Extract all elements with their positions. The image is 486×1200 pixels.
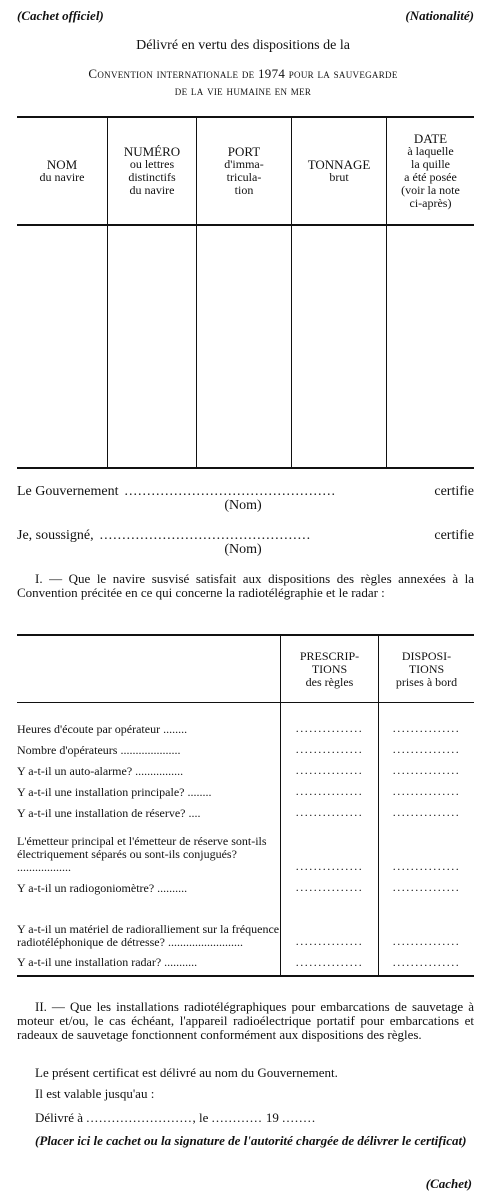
table-row — [17, 715, 474, 736]
convention-line-1: Convention internationale de 1974 pour la sauvegarde — [88, 66, 398, 81]
col-date-header: DATE à laquelle la quille a été posée (voir la note ci-après) — [387, 117, 475, 225]
prescriptions-header: PRESCRIP- TIONS des règles — [281, 635, 379, 703]
cachet-officiel-label: (Cachet officiel) — [17, 8, 104, 23]
section-2-text: II. — Que les installations radiotélégraphiques pour embarcations de sauvetage à moteur et/ou, le cas échéant, l'appareil radioélectrique portatif pour embarcations et radeaux de sauvetage fonctionnent conformément aux dispositions des règles. — [17, 999, 474, 1042]
row-label: L'émetteur principal et l'émetteur de réserve sont-ils électriquement séparés ou sont-ils conjugués? .................. — [17, 820, 281, 874]
soussigne-label: Je, soussigné, — [17, 528, 94, 543]
nationalite-label: (Nationalité) — [405, 8, 474, 23]
valable-text: Il est valable jusqu'au : — [35, 1086, 155, 1101]
radio-header-blank — [17, 635, 281, 703]
table-row — [17, 874, 474, 895]
disposition-value[interactable]: ............... — [392, 742, 461, 756]
delivre-a-line — [35, 1111, 316, 1125]
gouvernement-nom: (Nom) — [224, 498, 262, 513]
col-port-header: PORT d'imma- tricula- tion — [197, 117, 292, 225]
delivre-year-prefix: 19 — [265, 1110, 279, 1125]
present-certificat-text: Le présent certificat est délivré au nom du Gouvernement. — [35, 1065, 338, 1080]
radio-table — [17, 634, 474, 977]
cachet-label: (Cachet) — [425, 1176, 472, 1191]
disposition-value[interactable]: ............... — [392, 763, 461, 777]
delivre-heading: Délivré en vertu des dispositions de la — [136, 38, 350, 53]
row-label: Y a-t-il une installation de réserve? .... — [17, 799, 281, 820]
delivre-a-label: Délivré à — [35, 1110, 84, 1125]
prescription-value[interactable]: ............... — [281, 895, 379, 949]
delivre-year[interactable]: ........ — [282, 1110, 317, 1125]
prescription-value[interactable]: ............... — [281, 715, 379, 736]
table-row — [17, 778, 474, 799]
gouvernement-dots[interactable]: ............................................... — [124, 484, 336, 499]
row-label: Y a-t-il une installation principale? ........ — [17, 778, 281, 799]
gouvernement-certifie: certifie — [434, 484, 474, 499]
convention-line-2: de la vie humaine en mer — [174, 83, 312, 98]
row-label: Y a-t-il un radiogoniomètre? .......... — [17, 874, 281, 895]
col-numero-header: NUMÉRO ou lettres distinctifs du navire — [108, 117, 197, 225]
prescription-value[interactable]: ............... — [281, 757, 379, 778]
soussigne-nom: (Nom) — [224, 542, 262, 557]
table-row — [17, 949, 474, 976]
delivre-le-label: , le — [192, 1110, 209, 1125]
disposition-value[interactable]: ............... — [392, 805, 461, 819]
table-row — [17, 895, 474, 949]
delivre-date[interactable]: ............ — [211, 1110, 263, 1125]
prescription-value[interactable]: ............... — [281, 778, 379, 799]
placer-cachet-note: (Placer ici le cachet ou la signature de l'autorité chargée de délivrer le certificat) — [35, 1133, 467, 1148]
col-nom-header: NOM du navire — [17, 117, 108, 225]
row-label: Y a-t-il une installation radar? ........... — [17, 949, 281, 976]
numero-cell[interactable] — [108, 225, 197, 468]
table-row — [17, 799, 474, 820]
row-label: Y a-t-il un auto-alarme? ................ — [17, 757, 281, 778]
prescription-value[interactable]: ............... — [281, 736, 379, 757]
disposition-value[interactable]: ............... — [392, 784, 461, 798]
prescription-value[interactable]: ............... — [281, 799, 379, 820]
port-cell[interactable] — [197, 225, 292, 468]
section-1-text: I. — Que le navire susvisé satisfait aux dispositions des règles annexées à la Convention précitée en ce qui concerne la radiotélégraphie et le radar : — [17, 571, 474, 600]
disposition-value[interactable]: ............... — [379, 949, 475, 976]
disposition-value[interactable]: ............... — [392, 880, 461, 894]
delivre-a-place[interactable]: ......................... — [86, 1110, 193, 1125]
soussigne-certifie: certifie — [434, 528, 474, 543]
gouvernement-label: Le Gouvernement — [17, 484, 119, 499]
prescription-value[interactable]: ............... — [281, 949, 379, 976]
tonnage-cell[interactable] — [292, 225, 387, 468]
nom-cell[interactable] — [17, 225, 108, 468]
row-label: Heures d'écoute par opérateur ........ — [17, 715, 281, 736]
ship-table — [17, 116, 474, 469]
table-row — [17, 820, 474, 874]
prescription-value[interactable]: ............... — [281, 874, 379, 895]
disposition-value[interactable]: ............... — [392, 721, 461, 735]
table-row — [17, 736, 474, 757]
disposition-value[interactable]: ............... — [392, 934, 461, 948]
row-label: Nombre d'opérateurs .................... — [17, 736, 281, 757]
dispositions-header: DISPOSI- TIONS prises à bord — [379, 635, 475, 703]
row-label: Y a-t-il un matériel de radioralliement sur la fréquence radiotéléphonique de détresse? ......................... — [17, 895, 281, 949]
table-row — [17, 757, 474, 778]
prescription-value[interactable]: ............... — [281, 820, 379, 874]
soussigne-dots[interactable]: ............................................... — [99, 528, 312, 543]
date-cell[interactable] — [387, 225, 475, 468]
disposition-value[interactable]: ............... — [392, 859, 461, 873]
col-tonnage-header: TONNAGE brut — [292, 117, 387, 225]
